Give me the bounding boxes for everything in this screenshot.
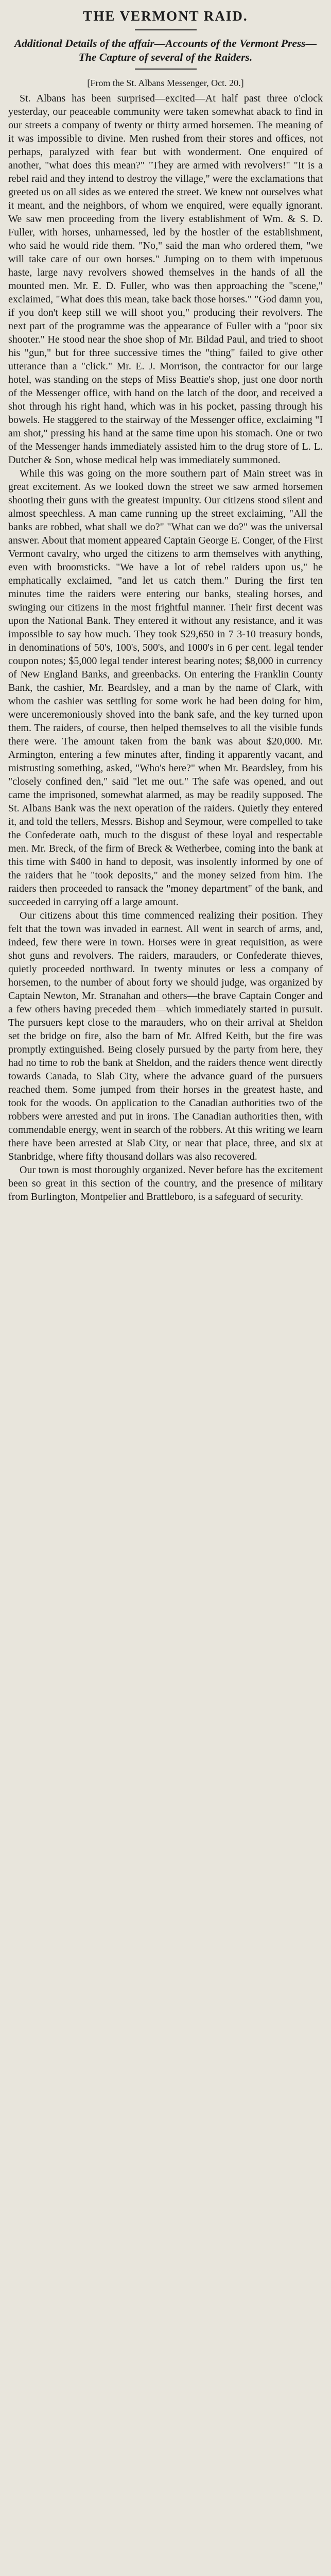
article-paragraph: Our citizens about this time commenced realizing their position. They felt that the town was invaded in earnest. All went in search of arms, and, indeed, few there were in town. Horses were in great requisition, as were shot guns and revolvers. The raiders, marauders, or Confederate thieves, quietly proceeded northward. In twenty minutes or less a company of horsemen, to the number of about forty we should judge, was organized by Captain Newton, Mr. Stranahan and others—the brave Captain Conger and a few others having preceded them—which immediately started in pursuit. The pursuers kept close to the marauders, who on their arrival at Sheldon set the bridge on fire, also the barn of Mr. Alfred Keith, but the fire was promptly extinguished. Being closely pursued by the party from here, they had no time to rob the bank at Sheldon, and the raiders thence went directly towards Canada, to Slab City, where the advance guard of the pursuers reached them. Some jumped from their horses in the greatest haste, and took for the woods. On application to the Canadian authorities two of the robbers were arrested and put in irons. The Canadian authorities then, with commendable energy, went in search of the robbers. At this writing we learn there have been arrested at Slab City, or near that place, three, and six at Stanbridge, where fifty thousand dollars was also recovered. xyxy=(8,910,323,1162)
subhead-rule xyxy=(135,69,197,70)
source-credit: [From the St. Albans Messenger, Oct. 20.] xyxy=(87,78,244,88)
article-paragraph: St. Albans has been surprised—excited—At half past three o'clock yesterday, our peaceable community were taken somewhat aback to find in our streets a company of twenty or thirty armed horsemen. The meaning of it was impossible to divine. Men rushed from their stores and offices, not perhaps, paralyzed with fear but with wonderment. One enquired of another, "what does this mean?" "They are armed with revolvers!" "It is a rebel raid and they intend to destroy the village," were the exclamations that greeted us on all sides as we entered the street. We knew not ourselves what it meant, and the neighbors, of whom we enquired, were equally ignorant. We saw men proceeding from the livery establishment of Wm. & S. D. Fuller, with horses, unharnessed, led by the hostler of the establishment, who said he would ride them. "No," said the man who ordered them, "we will take care of our own horses." Jumping on to them with impetuous haste, large navy revolvers showed themselves in the hands of all the mounted men. Mr. E. D. Fuller, who was then approaching the "scene," exclaimed, "What does this mean, take back those horses." "God damn you, if you don't keep still we will shoot you," producing their revolvers. The next part of the programme was the appearance of Fuller with a "poor six shooter." He stood near the shoe shop of Mr. Bildad Paul, and tried to shoot his "gun," but for three successive times the "thing" failed to give other utterance than a "click." Mr. E. J. Morrison, the contractor for our large hotel, was standing on the steps of Miss Beattie's shop, just one door north of the Messenger office, with hand on the latch of the door, and received a shot through his right hand, which was in his pocket, passing through his bowels. He staggered to the stairway of the Messenger office, exclaiming "I am shot," pressing his hand at the same time upon his stomach. One or two of the Messenger hands immediately assisted him to the drug store of L. L. Dutcher & Son, whose medical help was immediately summoned. xyxy=(8,93,323,466)
headline-rule xyxy=(135,29,197,30)
article-body xyxy=(8,92,323,1204)
article-headline: THE VERMONT RAID. xyxy=(83,8,248,24)
article-paragraph: Our town is most thoroughly organized. Never before has the excitement been so great in this section of the country, and the presence of military from Burlington, Montpelier and Brattleboro, is a safeguard of security. xyxy=(8,1164,323,1202)
article-subhead: Additional Details of the affair—Accounts of the Vermont Press—The Capture of several of the Raiders. xyxy=(14,37,317,63)
article-paragraph: While this was going on the more southern part of Main street was in great excitement. As we looked down the street we saw armed horsemen shooting their guns with the greatest impunity. Our citizens stood silent and almost speechless. A man came running up the street exclaiming, "All the banks are robbed, what shall we do?" "What can we do?" was the universal answer. About that moment appeared Captain George E. Conger, of the First Vermont cavalry, who urged the citizens to arm themselves with anything, even with broomsticks. "We have a lot of rebel raiders upon us," he emphatically exclaimed, "and let us catch them." During the first ten minutes time the raiders were entering our banks, stealing horses, and swinging our citizens in the most frightful manner. Their first decent was upon the National Bank. They entered it without any resistance, and it was impossible to say how much. They took $29,650 in 7 3-10 treasury bonds, in denominations of 50's, 100's, 500's, and 1000's in 6 per cent. legal tender coupon notes; $5,000 legal tender interest bearing notes; $8,000 in currency of New England Banks, and greenbacks. On entering the Franklin County Bank, the cashier, Mr. Beardsley, and a man by the name of Clark, with whom the cashier was settling for some work he had been doing for him, were unceremoniously shoved into the bank safe, and the key turned upon them. The raiders, of course, then helped themselves to all the visible funds there were. The amount taken from the bank was about $20,000. Mr. Armington, entering a few minutes after, finding it apparently vacant, and mistrusting something, asked, "Who's here?" when Mr. Beardsley, from his "closely confined den," said "let me out." The safe was opened, and out came the imprisoned, somewhat alarmed, as may be readily supposed. The St. Albans Bank was the next operation of the raiders. Quietly they entered it, and told the tellers, Messrs. Bishop and Seymour, were compelled to take the Confederate oath, much to the disgust of these loyal and respectable men. Mr. Breck, of the firm of Breck & Wetherbee, coming into the bank at this time with $400 in hand to deposit, was insolently informed by one of the raiders that he "took deposits," and the money seized from him. The raiders then proceeded to ransack the "money department" of the bank, and succeeded in carrying off a large amount. xyxy=(8,468,323,908)
